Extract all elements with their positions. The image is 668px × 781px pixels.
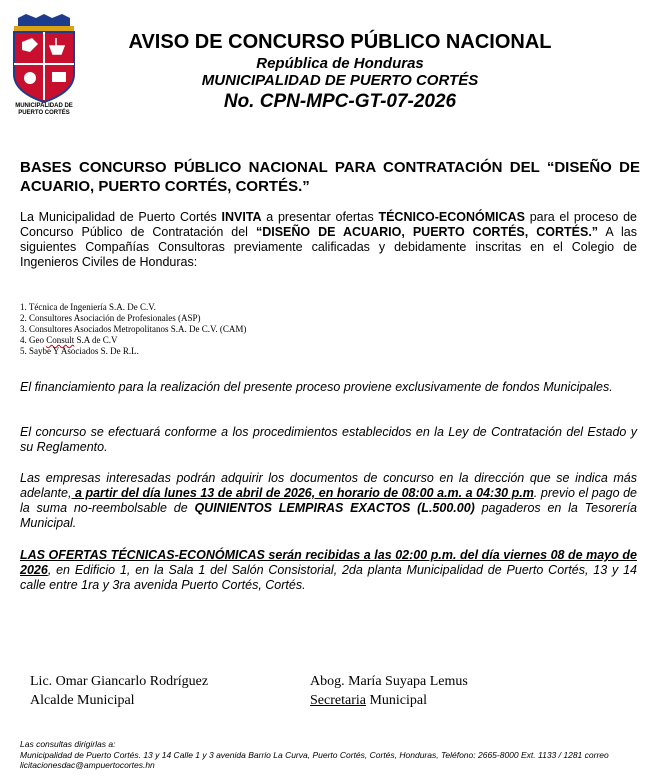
notice-title: AVISO DE CONCURSO PÚBLICO NACIONAL — [128, 31, 552, 53]
mayor-title: Alcalde Municipal — [30, 693, 135, 708]
list-item: 5. Saybe Y Asociados S. De R.L. — [20, 346, 139, 356]
list-item: 1. Técnica de Ingeniería S.A. De C.V. — [20, 302, 156, 312]
coat-of-arms-icon — [8, 12, 80, 104]
signature-mayor — [30, 672, 208, 710]
signature-secretary — [310, 672, 468, 710]
intro-paragraph: La Municipalidad de Puerto Cortés INVITA a presentar ofertas TÉCNICO-ECONÓMICAS para el proceso de Concurso Público de Contratación del “DISEÑO DE ACUARIO, PUERTO CORTÉS, CORTÉS.” A las siguientes Compañías Consultoras previamente calificadas y debidamente inscritas en el Colegio de Ingenieros Civiles de Honduras: — [20, 210, 637, 269]
procedure-paragraph: El concurso se efectuará conforme a los procedimientos establecidos en la Ley de Contratación del Estado y su Reglamento. — [20, 425, 637, 454]
mayor-name: Lic. Omar Giancarlo Rodríguez — [30, 674, 209, 689]
republic-label: República de Honduras — [256, 55, 424, 72]
logo-caption: MUNICIPALIDAD DE PUERTO CORTÉS — [15, 103, 73, 116]
footer-contact: Las consultas dirigirlas a: Municipalidad de Puerto Cortés. 13 y 14 Calle 1 y 3 avenida Barrio La Curva, Puerto Cortés, Cortés, Honduras, Teléfono: 2665-8000 Ext. 1133 / 1281 correo licitacionesdac@ampuertocortes.hn — [20, 739, 609, 770]
offers-paragraph: LAS OFERTAS TÉCNICAS-ECONÓMICAS serán recibidas a las 02:00 p.m. del día viernes 08 de mayo de 2026, en Edificio 1, en la Sala 1 del Salón Consistorial, 2da planta Municipalidad de Puerto Cortés, 13 y 14 calle entre 1ra y 3ra avenida Puerto Cortés, Cortés. — [20, 548, 637, 592]
list-item: 4. Geo Consult S.A de C.V — [20, 335, 118, 345]
list-item: 3. Consultores Asociados Metropolitanos S.A. De C.V. (CAM) — [20, 324, 247, 334]
notice-number: No. CPN-MPC-GT-07-2026 — [223, 91, 457, 112]
secretary-title: Secretaria Municipal — [310, 693, 428, 708]
documents-paragraph: Las empresas interesadas podrán adquirir los documentos de concurso en la dirección que se indica más adelante, a partir del día lunes 13 de abril de 2026, en horario de 08:00 a.m. a 04:30 p.m. previo el pago de la suma no-reembolsable de QUINIENTOS LEMPIRAS EXACTOS (L.500.00) pagaderos en la Tesorería Municipal. — [20, 471, 637, 530]
firms-list — [20, 302, 246, 357]
financing-paragraph: El financiamiento para la realización del presente proceso proviene exclusivamente de fondos Municipales. — [20, 380, 613, 394]
bases-title: BASES CONCURSO PÚBLICO NACIONAL PARA CONTRATACIÓN DEL “DISEÑO DE ACUARIO, PUERTO CORTÉS, CORTÉS.” — [20, 159, 640, 195]
municipality-label: MUNICIPALIDAD DE PUERTO CORTÉS — [201, 72, 479, 89]
list-item: 2. Consultores Asociación de Profesionales (ASP) — [20, 313, 201, 323]
secretary-name: Abog. María Suyapa Lemus — [310, 674, 468, 689]
